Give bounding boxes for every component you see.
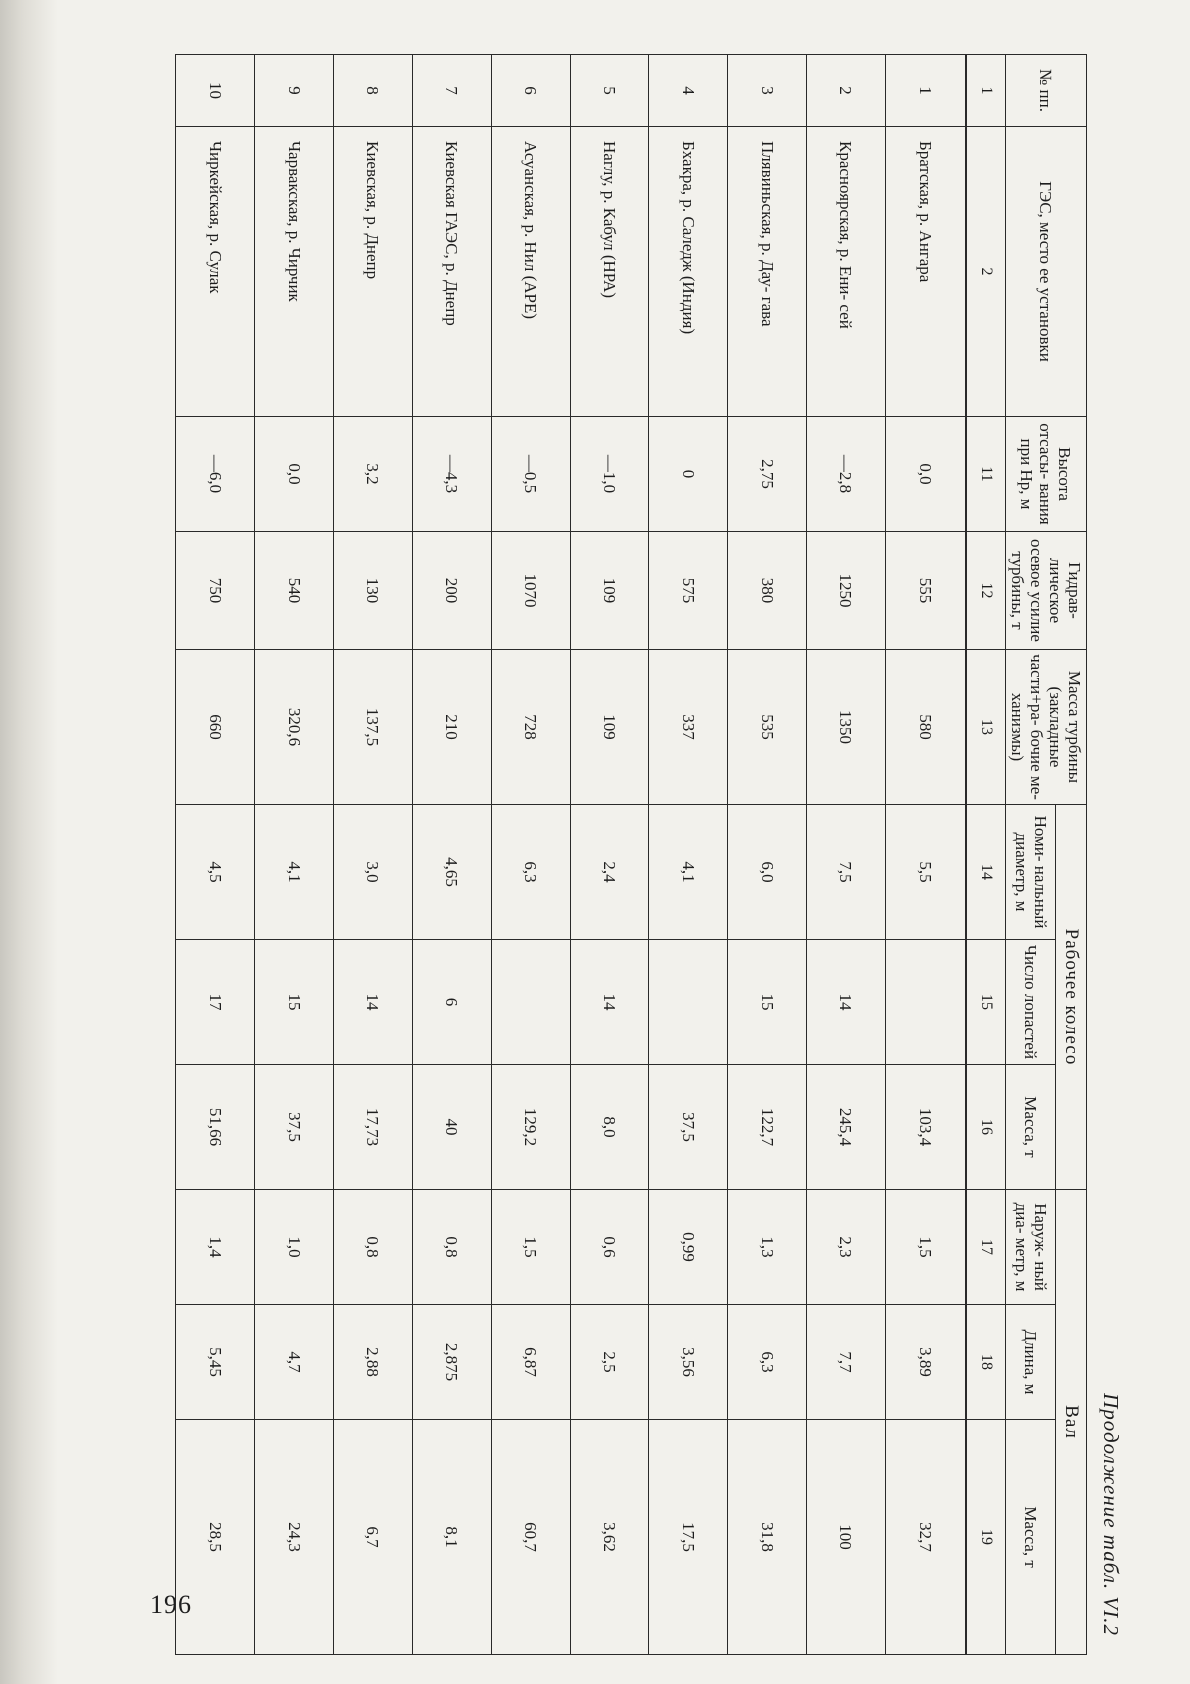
cell-shaft-diameter: 1,5 <box>491 1190 570 1305</box>
cell-shaft-diameter: 1,0 <box>255 1190 334 1305</box>
table-continuation-caption: Продолжение табл. VI.2 <box>1099 1393 1123 1636</box>
cell-suction-height: 3,2 <box>333 417 412 532</box>
cell-suction-height: —1,0 <box>570 417 649 532</box>
column-number: 16 <box>966 1065 1006 1190</box>
cell-shaft-length: 3,89 <box>885 1305 965 1420</box>
table-row <box>176 55 255 1655</box>
cell-hydraulic-thrust: 1070 <box>491 532 570 650</box>
cell-no: 6 <box>491 55 570 127</box>
header-shaft-diameter: Наруж- ный диа- метр, м <box>1005 1190 1055 1305</box>
cell-runner-diameter: 4,65 <box>412 805 491 940</box>
cell-shaft-length: 5,45 <box>176 1305 255 1420</box>
cell-runner-mass: 122,7 <box>728 1065 807 1190</box>
cell-runner-mass: 129,2 <box>491 1065 570 1190</box>
cell-hydraulic-thrust: 109 <box>570 532 649 650</box>
cell-station: Красноярская, р. Ени- сей <box>807 127 886 417</box>
cell-shaft-length: 3,56 <box>649 1305 728 1420</box>
cell-turbine-mass: 210 <box>412 650 491 805</box>
column-number: 15 <box>966 940 1006 1065</box>
cell-shaft-mass: 60,7 <box>491 1420 570 1655</box>
cell-shaft-diameter: 2,3 <box>807 1190 886 1305</box>
cell-station: Наглу, р. Кабул (НРА) <box>570 127 649 417</box>
cell-station: Чарвакская, р. Чирчик <box>255 127 334 417</box>
cell-runner-mass: 8,0 <box>570 1065 649 1190</box>
cell-no: 10 <box>176 55 255 127</box>
cell-runner-diameter: 3,0 <box>333 805 412 940</box>
table-row <box>255 55 334 1655</box>
cell-station: Бхакра, р. Саледж (Индия) <box>649 127 728 417</box>
cell-runner-diameter: 6,0 <box>728 805 807 940</box>
cell-suction-height: —6,0 <box>176 417 255 532</box>
cell-no: 9 <box>255 55 334 127</box>
cell-runner-blades <box>649 940 728 1065</box>
cell-runner-mass: 17,73 <box>333 1065 412 1190</box>
table-row <box>491 55 570 1655</box>
cell-no: 8 <box>333 55 412 127</box>
header-hydraulic-thrust: Гидрав- лическое осевое усилие турбины, т <box>1005 532 1086 650</box>
table-row <box>807 55 886 1655</box>
cell-turbine-mass: 320,6 <box>255 650 334 805</box>
cell-shaft-diameter: 0,6 <box>570 1190 649 1305</box>
cell-runner-mass: 40 <box>412 1065 491 1190</box>
table-row <box>412 55 491 1655</box>
cell-shaft-diameter: 0,8 <box>333 1190 412 1305</box>
column-number: 1 <box>966 55 1006 127</box>
cell-turbine-mass: 580 <box>885 650 965 805</box>
page-number: 196 <box>150 1590 192 1619</box>
cell-suction-height: 0 <box>649 417 728 532</box>
header-runner-group: Рабочее колесо <box>1056 805 1087 1190</box>
cell-runner-blades: 14 <box>333 940 412 1065</box>
cell-runner-mass: 51,66 <box>176 1065 255 1190</box>
header-turbine-mass: Масса турбины (закладные части+ра- бочие ме- ханизмы) <box>1005 650 1086 805</box>
cell-shaft-length: 4,7 <box>255 1305 334 1420</box>
cell-turbine-mass: 660 <box>176 650 255 805</box>
table-body <box>176 55 966 1655</box>
cell-turbine-mass: 1350 <box>807 650 886 805</box>
cell-no: 7 <box>412 55 491 127</box>
cell-runner-blades: 17 <box>176 940 255 1065</box>
cell-station: Братская, р. Ангара <box>885 127 965 417</box>
cell-runner-blades: 15 <box>728 940 807 1065</box>
cell-shaft-length: 2,88 <box>333 1305 412 1420</box>
column-number: 19 <box>966 1420 1006 1655</box>
table-row <box>885 55 965 1655</box>
cell-shaft-diameter: 1,5 <box>885 1190 965 1305</box>
cell-runner-mass: 37,5 <box>649 1065 728 1190</box>
column-number: 13 <box>966 650 1006 805</box>
cell-station: Чиркейская, р. Сулак <box>176 127 255 417</box>
cell-hydraulic-thrust: 1250 <box>807 532 886 650</box>
cell-shaft-diameter: 1,3 <box>728 1190 807 1305</box>
cell-shaft-length: 6,87 <box>491 1305 570 1420</box>
cell-runner-mass: 103,4 <box>885 1065 965 1190</box>
cell-runner-diameter: 5,5 <box>885 805 965 940</box>
cell-suction-height: —0,5 <box>491 417 570 532</box>
cell-no: 2 <box>807 55 886 127</box>
cell-suction-height: —2,8 <box>807 417 886 532</box>
cell-runner-blades: 6 <box>412 940 491 1065</box>
cell-runner-diameter: 6,3 <box>491 805 570 940</box>
column-number: 18 <box>966 1305 1006 1420</box>
rotated-table-block <box>163 54 1123 1654</box>
header-runner-blades: Число лопастей <box>1005 940 1055 1065</box>
cell-runner-mass: 37,5 <box>255 1065 334 1190</box>
cell-suction-height: —4,3 <box>412 417 491 532</box>
cell-runner-blades: 14 <box>570 940 649 1065</box>
cell-runner-mass: 245,4 <box>807 1065 886 1190</box>
table-row <box>728 55 807 1655</box>
cell-turbine-mass: 728 <box>491 650 570 805</box>
turbine-spec-table <box>175 54 1087 1655</box>
cell-hydraulic-thrust: 555 <box>885 532 965 650</box>
header-runner-diameter: Номи- нальный диаметр, м <box>1005 805 1055 940</box>
cell-turbine-mass: 535 <box>728 650 807 805</box>
cell-shaft-mass: 28,5 <box>176 1420 255 1655</box>
cell-no: 4 <box>649 55 728 127</box>
header-station: ГЭС, место ее установки <box>1005 127 1086 417</box>
cell-shaft-length: 6,3 <box>728 1305 807 1420</box>
header-runner-mass: Масса, т <box>1005 1065 1055 1190</box>
cell-hydraulic-thrust: 540 <box>255 532 334 650</box>
column-number: 11 <box>966 417 1006 532</box>
header-no: № пп. <box>1005 55 1086 127</box>
cell-shaft-mass: 17,5 <box>649 1420 728 1655</box>
cell-shaft-mass: 31,8 <box>728 1420 807 1655</box>
cell-runner-blades <box>885 940 965 1065</box>
header-row-groups <box>1056 55 1087 1655</box>
column-number: 17 <box>966 1190 1006 1305</box>
cell-shaft-length: 7,7 <box>807 1305 886 1420</box>
cell-turbine-mass: 109 <box>570 650 649 805</box>
cell-shaft-diameter: 0,99 <box>649 1190 728 1305</box>
table-row <box>649 55 728 1655</box>
cell-shaft-mass: 3,62 <box>570 1420 649 1655</box>
cell-shaft-mass: 8,1 <box>412 1420 491 1655</box>
cell-shaft-mass: 24,3 <box>255 1420 334 1655</box>
cell-runner-blades: 15 <box>255 940 334 1065</box>
cell-shaft-mass: 6,7 <box>333 1420 412 1655</box>
column-number: 2 <box>966 127 1006 417</box>
cell-suction-height: 0,0 <box>255 417 334 532</box>
cell-hydraulic-thrust: 750 <box>176 532 255 650</box>
column-number-row <box>966 55 1006 1655</box>
cell-runner-blades: 14 <box>807 940 886 1065</box>
cell-shaft-mass: 32,7 <box>885 1420 965 1655</box>
cell-runner-diameter: 2,4 <box>570 805 649 940</box>
header-shaft-group: Вал <box>1056 1190 1087 1655</box>
cell-shaft-mass: 100 <box>807 1420 886 1655</box>
binding-shadow <box>0 0 58 1684</box>
header-suction-height: Высота отсасы- вания при Hр, м <box>1005 417 1086 532</box>
table-row <box>570 55 649 1655</box>
cell-hydraulic-thrust: 380 <box>728 532 807 650</box>
cell-no: 1 <box>885 55 965 127</box>
cell-shaft-length: 2,875 <box>412 1305 491 1420</box>
cell-turbine-mass: 337 <box>649 650 728 805</box>
cell-hydraulic-thrust: 575 <box>649 532 728 650</box>
header-shaft-length: Длина, м <box>1005 1305 1055 1420</box>
cell-runner-diameter: 4,5 <box>176 805 255 940</box>
cell-shaft-diameter: 0,8 <box>412 1190 491 1305</box>
table-row <box>333 55 412 1655</box>
cell-station: Киевская ГАЭС, р. Днепр <box>412 127 491 417</box>
cell-no: 3 <box>728 55 807 127</box>
cell-hydraulic-thrust: 130 <box>333 532 412 650</box>
cell-turbine-mass: 137,5 <box>333 650 412 805</box>
cell-runner-diameter: 7,5 <box>807 805 886 940</box>
cell-suction-height: 2,75 <box>728 417 807 532</box>
cell-runner-blades <box>491 940 570 1065</box>
cell-station: Асуанская, р. Нил (АРЕ) <box>491 127 570 417</box>
cell-hydraulic-thrust: 200 <box>412 532 491 650</box>
cell-shaft-diameter: 1,4 <box>176 1190 255 1305</box>
cell-runner-diameter: 4,1 <box>255 805 334 940</box>
cell-suction-height: 0,0 <box>885 417 965 532</box>
cell-shaft-length: 2,5 <box>570 1305 649 1420</box>
cell-runner-diameter: 4,1 <box>649 805 728 940</box>
header-shaft-mass: Масса, т <box>1005 1420 1055 1655</box>
column-number: 12 <box>966 532 1006 650</box>
cell-station: Плявиньская, р. Дау- гава <box>728 127 807 417</box>
cell-no: 5 <box>570 55 649 127</box>
column-number: 14 <box>966 805 1006 940</box>
cell-station: Киевская, р. Днепр <box>333 127 412 417</box>
